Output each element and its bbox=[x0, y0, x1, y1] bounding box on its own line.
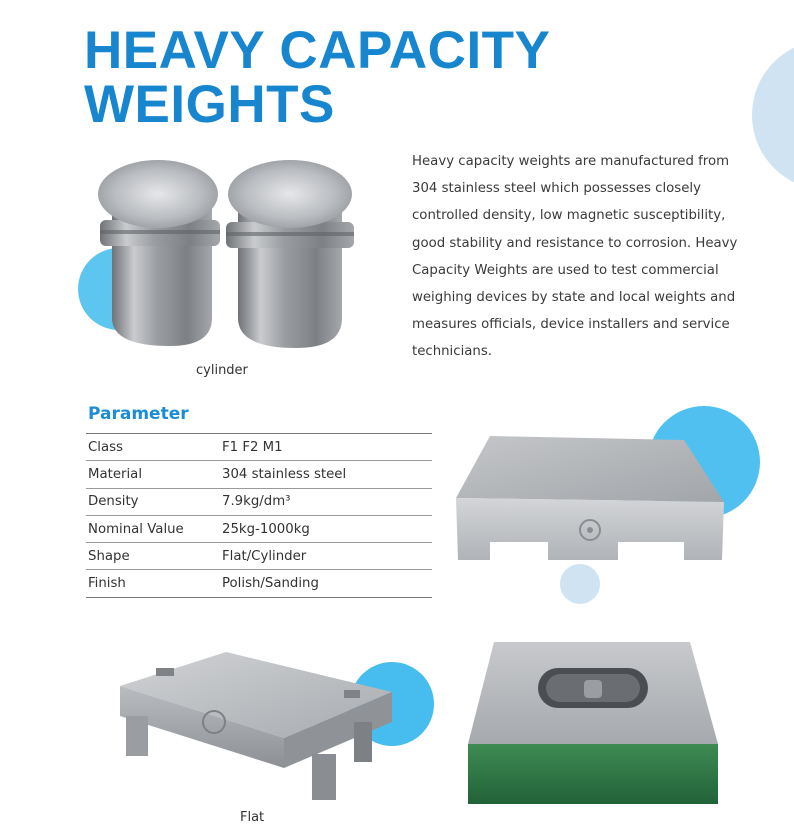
param-key: Material bbox=[88, 466, 143, 482]
flat-weight-with-legs-image bbox=[116, 646, 396, 806]
param-value: 7.9kg/dm³ bbox=[222, 494, 291, 510]
decorative-circle-top-right bbox=[752, 40, 794, 190]
table-row bbox=[86, 515, 432, 542]
table-row bbox=[86, 461, 432, 488]
title-line-2: WEIGHTS bbox=[84, 75, 335, 134]
param-value: Polish/Sanding bbox=[222, 576, 319, 592]
parameter-table bbox=[86, 433, 432, 598]
product-description: Heavy capacity weights are manufactured from 304 stainless steel which possesses closely controlled density, low magnetic susceptibility, good stability and resistance to corrosion. Heavy Capacity Weights are used to test commercial weighing devices by state and local weights and measures officials, device installers and service technicians. bbox=[412, 154, 738, 360]
param-key: Finish bbox=[88, 576, 126, 592]
param-value: F1 F2 M1 bbox=[222, 439, 283, 455]
param-key: Nominal Value bbox=[88, 521, 184, 537]
table-row bbox=[86, 434, 432, 461]
table-row bbox=[86, 488, 432, 515]
title-line-1: HEAVY CAPACITY bbox=[84, 21, 551, 80]
param-value: 304 stainless steel bbox=[222, 466, 347, 482]
flat-block-weight-image bbox=[452, 432, 728, 572]
parameter-heading: Parameter bbox=[88, 404, 189, 424]
param-key: Density bbox=[88, 494, 139, 510]
caption-cylinder: cylinder bbox=[196, 363, 248, 378]
cylinder-weights-image bbox=[90, 150, 362, 360]
caption-flat: Flat bbox=[240, 810, 265, 825]
param-key: Class bbox=[88, 439, 123, 455]
page-title bbox=[84, 21, 644, 134]
table-row bbox=[86, 543, 432, 570]
table-row bbox=[86, 570, 432, 597]
param-key: Shape bbox=[88, 548, 130, 564]
param-value: Flat/Cylinder bbox=[222, 548, 307, 564]
block-weight-with-cavity-image bbox=[466, 640, 722, 806]
param-value: 25kg-1000kg bbox=[222, 521, 310, 537]
